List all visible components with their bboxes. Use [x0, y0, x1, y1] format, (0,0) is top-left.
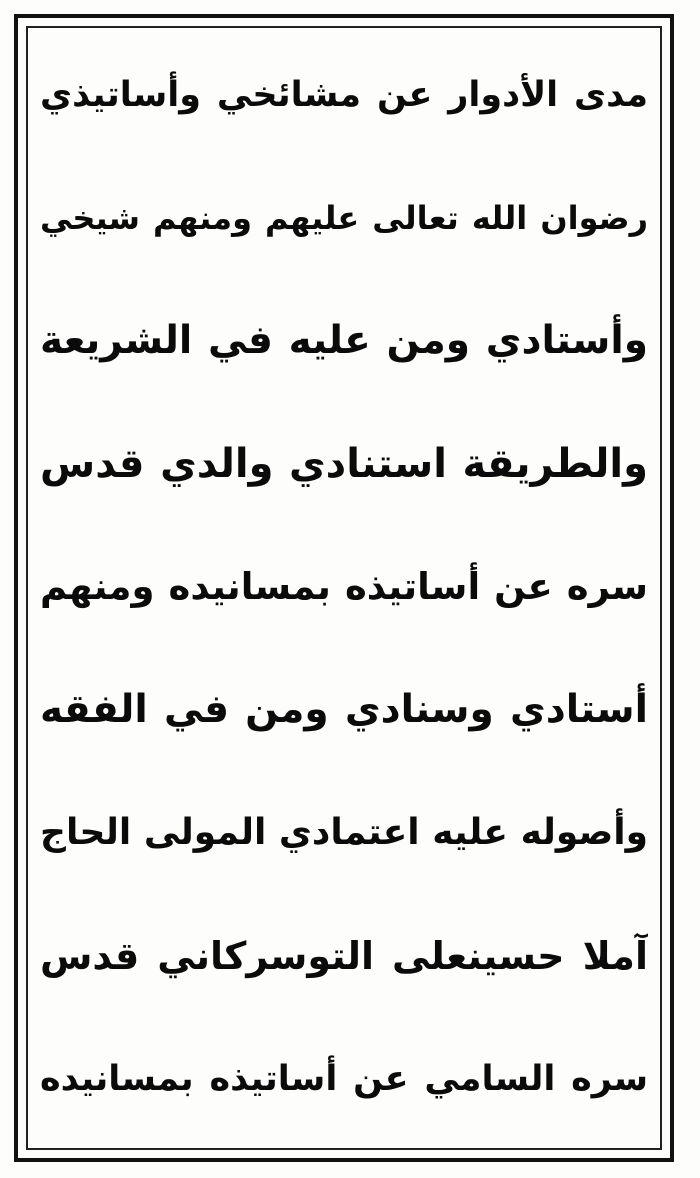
text-line-4: والطريقة استنادي والدي قدس	[40, 441, 648, 487]
text-line-2: رضوان الله تعالى عليهم ومنهم شيخي	[40, 199, 648, 237]
text-line-6: أستادي وسنادي ومن في الفقه	[40, 687, 648, 732]
text-line-3: وأستادي ومن عليه في الشريعة	[40, 318, 648, 363]
text-line-8: آملا حسينعلى التوسركاني قدس	[40, 934, 648, 978]
text-line-5: سره عن أساتيذه بمسانيده ومنهم	[40, 565, 648, 608]
arabic-text-block	[34, 34, 654, 1142]
text-line-1: مدى الأدوار عن مشائخي وأساتيذي	[40, 75, 648, 115]
text-line-9: سره السامي عن أساتيذه بمسانيده	[40, 1059, 648, 1099]
text-line-7: وأصوله عليه اعتمادي المولى الحاج	[40, 812, 648, 853]
